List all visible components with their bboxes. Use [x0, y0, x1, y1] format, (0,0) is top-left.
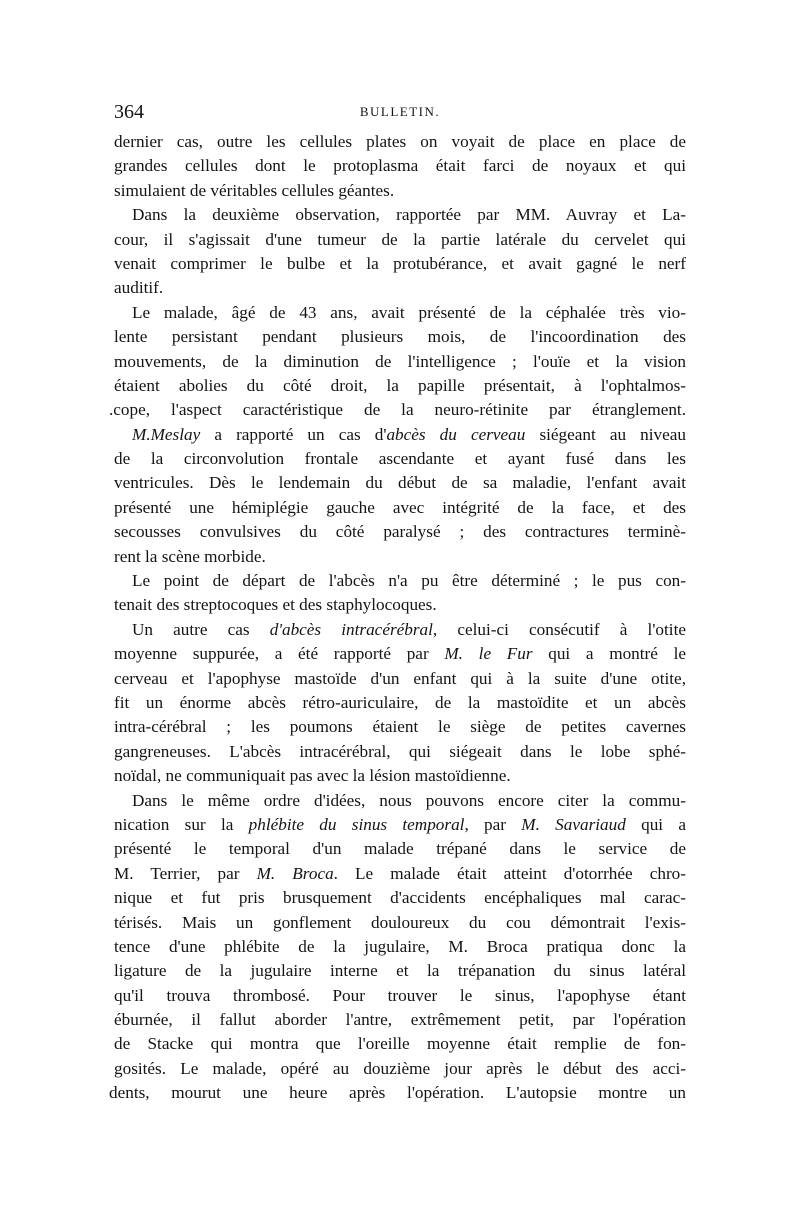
text-line: intra-cérébral ; les poumons étaient le siège de petites cavernes	[114, 717, 686, 737]
text-line: cour, il s'agissait d'une tumeur de la partie latérale du cervelet qui	[114, 229, 686, 249]
text-line: mouvements, de la diminution de l'intelligence ; l'ouïe et la vision	[114, 351, 686, 371]
text-line: de Stacke qui montra que l'oreille moyenne était remplie de fon-	[114, 1034, 686, 1054]
text-line: étaient abolies du côté droit, la papille présentait, à l'ophtalmos-	[114, 375, 686, 395]
running-head: BULLETIN.	[359, 104, 441, 119]
text-line: éburnée, il fallut aborder l'antre, extrêmement petit, par l'opération	[114, 1010, 686, 1030]
page-header	[114, 98, 686, 126]
text-line: de la circonvolution frontale ascendante et ayant fusé dans les	[114, 449, 686, 469]
text-line: lente persistant pendant plusieurs mois, de l'incoordination des	[114, 327, 686, 347]
text-line: qu'il trouva thrombosé. Pour trouver le sinus, l'apophyse étant	[114, 985, 686, 1005]
body-text	[109, 130, 686, 1106]
text-line: présenté une hémiplégie gauche avec intégrité de la face, et des	[114, 497, 686, 517]
text-line: dents, mourut une heure après l'opération. L'autopsie montre un	[109, 1083, 686, 1103]
text-line: auditif.	[114, 278, 164, 298]
text-line: simulaient de véritables cellules géantes.	[114, 180, 395, 200]
text-line: térisés. Mais un gonflement douloureux du cou démontrait l'exis-	[114, 912, 686, 932]
text-line: gangreneuses. L'abcès intracérébral, qui siégeait dans le lobe sphé-	[114, 741, 686, 761]
text-line: secousses convulsives du côté paralysé ; des contractures terminè-	[114, 522, 686, 542]
text-line: cerveau et l'apophyse mastoïde d'un enfant qui à la suite d'une otite,	[114, 668, 686, 688]
text-line: noïdal, ne communiquait pas avec la lésion mastoïdienne.	[114, 766, 511, 786]
text-line: Le malade, âgé de 43 ans, avait présenté de la céphalée très vio-	[132, 302, 686, 322]
text-line: M.Meslay a rapporté un cas d'abcès du cerveau siégeant au niveau	[132, 424, 686, 444]
page-number: 364	[114, 101, 144, 123]
text-line: ventricules. Dès le lendemain du début de sa maladie, l'enfant avait	[114, 473, 686, 493]
text-line: tence d'une phlébite de la jugulaire, M. Broca pratiqua donc la	[114, 936, 686, 956]
text-line: dernier cas, outre les cellules plates on voyait de place en place de	[114, 132, 686, 151]
text-line: gosités. Le malade, opéré au douzième jour après le début des acci-	[114, 1058, 686, 1078]
text-line: venait comprimer le bulbe et la protubérance, et avait gagné le nerf	[114, 253, 686, 273]
text-line: grandes cellules dont le protoplasma était farci de noyaux et qui	[114, 156, 686, 176]
text-line: fit un énorme abcès rétro-auriculaire, de la mastoïdite et un abcès	[114, 692, 686, 712]
text-line: nique et fut pris brusquement d'accidents encéphaliques mal carac-	[114, 888, 686, 908]
text-line: Dans la deuxième observation, rapportée par MM. Auvray et La-	[132, 205, 686, 225]
text-line: Un autre cas d'abcès intracérébral, celui-ci consécutif à l'otite	[132, 619, 686, 639]
text-line: .cope, l'aspect caractéristique de la neuro-rétinite par étranglement.	[109, 400, 686, 420]
text-line: tenait des streptocoques et des staphylocoques.	[114, 595, 437, 615]
text-line: présenté le temporal d'un malade trépané dans le service de	[114, 839, 686, 859]
text-line: ligature de la jugulaire interne et la trépanation du sinus latéral	[114, 961, 686, 981]
text-line: M. Terrier, par M. Broca. Le malade était atteint d'otorrhée chro-	[114, 863, 686, 883]
text-line: Dans le même ordre d'idées, nous pouvons encore citer la commu-	[132, 790, 686, 810]
text-line: rent la scène morbide.	[114, 546, 266, 566]
text-line: Le point de départ de l'abcès n'a pu être déterminé ; le pus con-	[132, 571, 686, 591]
text-line: nication sur la phlébite du sinus temporal, par M. Savariaud qui a	[114, 814, 686, 834]
text-line: moyenne suppurée, a été rapporté par M. le Fur qui a montré le	[114, 644, 686, 664]
